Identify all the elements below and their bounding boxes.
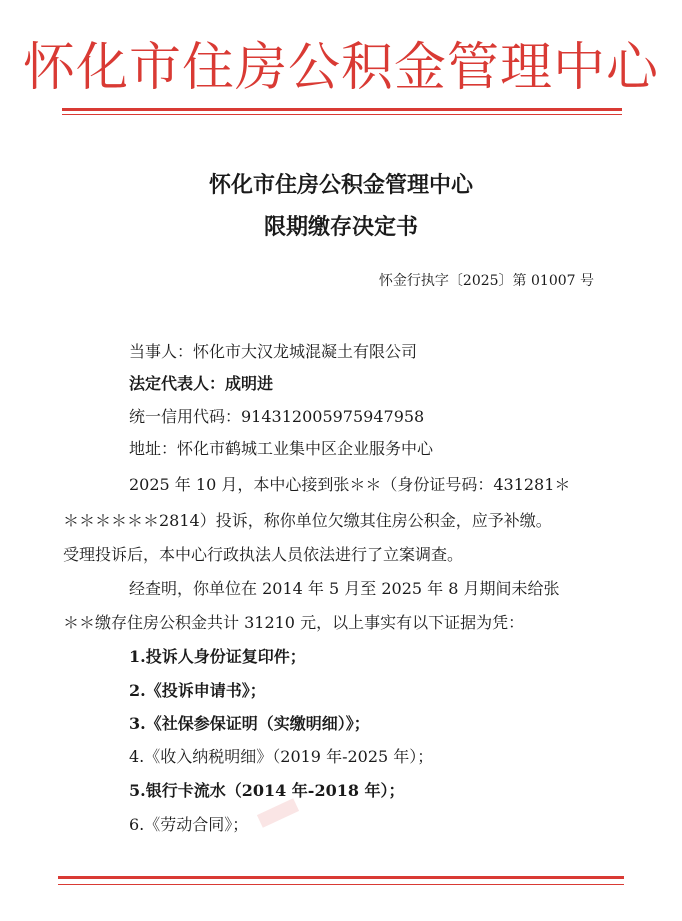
footer-divider-top (58, 876, 624, 879)
letterhead-divider-top (62, 108, 622, 111)
evidence-item-5: 5.银行卡流水（2014 年-2018 年）； (129, 781, 405, 800)
paragraph-2-line-1: 经查明，你单位在 2014 年 5 月至 2025 年 8 月期间未给张 (129, 579, 560, 598)
evidence-item-3: 3.《社保参保证明（实缴明细）》； (129, 714, 370, 733)
letterhead-divider-bottom (62, 114, 622, 115)
evidence-item-1: 1.投诉人身份证复印件； (129, 647, 306, 666)
footer-divider-bottom (58, 884, 624, 885)
legal-rep-line: 法定代表人：成明进 (129, 374, 274, 393)
document-title-line2: 限期缴存决定书 (263, 214, 418, 240)
paragraph-1-line-1: 2025 年 10 月，本中心接到张＊＊（身份证号码：431281＊ (129, 475, 571, 494)
document-title-line1: 怀化市住房公积金管理中心 (208, 172, 473, 198)
seal-fragment (257, 798, 299, 828)
paragraph-1-line-2: ＊＊＊＊＊＊2814）投诉，称你单位欠缴其住房公积金，应予补缴。 (63, 511, 552, 530)
party-line: 当事人：怀化市大汉龙城混凝土有限公司 (129, 342, 418, 361)
address-line: 地址：怀化市鹤城工业集中区企业服务中心 (129, 439, 434, 458)
letterhead-title: 怀化市住房公积金管理中心 (22, 38, 659, 98)
evidence-item-2: 2.《投诉申请书》； (129, 681, 266, 700)
paragraph-2-line-2: ＊＊缴存住房公积金共计 31210 元，以上事实有以下证据为凭： (63, 613, 525, 632)
credit-code-line: 统一信用代码：914312005975947958 (129, 407, 425, 426)
document-number: 怀金行执字〔2025〕第 01007 号 (378, 273, 594, 289)
paragraph-1-line-3: 受理投诉后，本中心行政执法人员依法进行了立案调查。 (63, 545, 464, 564)
evidence-item-6: 6.《劳动合同》； (129, 815, 249, 834)
evidence-item-4: 4.《收入纳税明细》（2019 年-2025 年）； (129, 747, 434, 766)
